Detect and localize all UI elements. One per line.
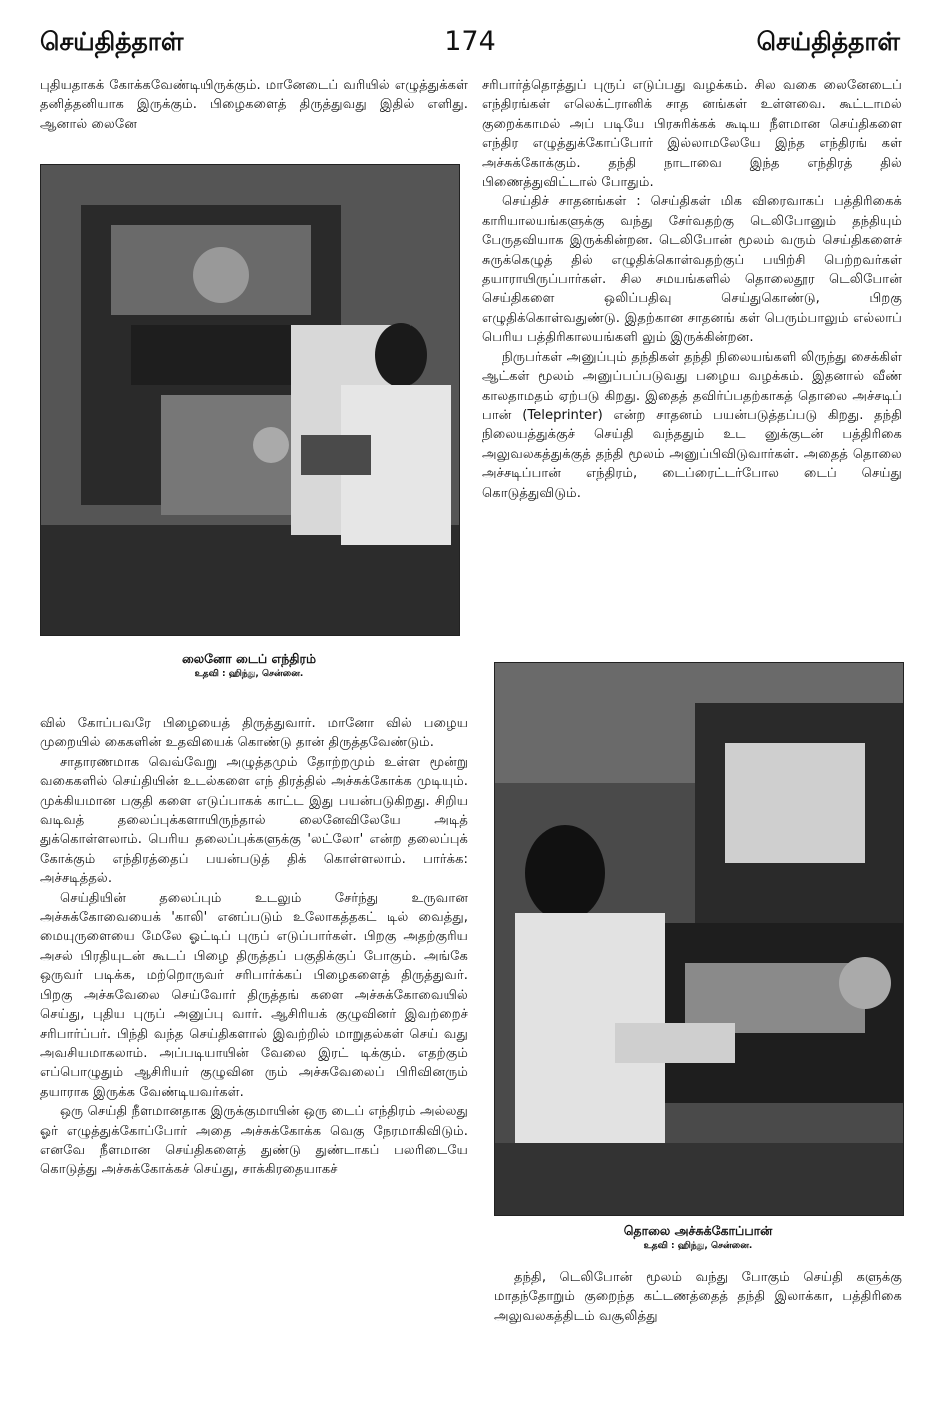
- paragraph: நிருபர்கள் அனுப்பும் தந்திகள் தந்தி நிலையங்களி லிருந்து சைக்கிள் ஆட்கள் மூலம் அனுப்பப்படுவது பழைய வழக்கம். இதனால் வீண் காலதாமதம் ஏற்படு கிறது. இதைத் தவிர்ப்பதற்காகத் தொலை அச்சடிப் பான் (Teleprinter) என்ற சாதனம் பயன்படுத்தப்படு கிறது. தந்தி நிலையத்துக்குச் செய்தி வந்ததும் உட னுக்குடன் பத்திரிகை அலுவலகத்துக்குத் தந்தி மூலம் அனுப்பிவிடுவார்கள். அதைத் தொலை அச்சடிப்பான் எந்திரம், டைப்ரைட்டர்போல டைப் செய்து கொடுத்துவிடும்.: [482, 349, 902, 501]
- teleprinter-caption: [494, 1222, 902, 1253]
- running-head-right: செய்தித்தாள்: [756, 27, 900, 56]
- right-column-bottom-text: [494, 1268, 902, 1326]
- left-column-bottom-text: [40, 714, 468, 1180]
- paragraph: செய்தியின் தலைப்பும் உடலும் சேர்ந்து உருவான அச்சுக்கோவையைக் 'காலி' எனப்படும் உலோகத்தகட் டில் வைத்து, மையுருளையை மேலே ஓட்டிப் புருப் எடுப்பார்கள். பிறகு அதற்குரிய அசல் பிரதியுடன் கூடப் பிழை திருத்தப் பகுதிக்குப் போகும். அங்கே ஒருவர் படிக்க, மற்றொருவர் சரிபார்க்கப் பிழைகளைத் திருத்துவர். பிறகு அச்சுவேலை செய்வோர் திருத்தங் களை அச்சுக்கோவையில் செய்து, புதிய புருப் அனுப்பு வார். ஆசிரியக் குழுவினர் இவற்றைச் சரிபார்ப்பர். பிந்தி வந்த செய்திகளால் இவற்றில் மாறுதல்கள் செய் வது அவசியமாகலாம். அப்படியாயின் வேலை இரட் டிக்கும். எதற்கும் எப்பொழுதும் ஆசிரியர் குழுவின ரும் அச்சுவேலைப் பிரிவினரும் தயாராக இருக்க வேண்டியவர்கள்.: [40, 890, 468, 1100]
- right-column-top-text: [482, 76, 902, 503]
- teleprinter-photo: [494, 662, 904, 1216]
- linotype-caption: [40, 650, 458, 681]
- figure-caption: தொலை அச்சுக்கோப்பான்: [623, 1223, 773, 1238]
- linotype-machine-image: [41, 165, 459, 635]
- figure-credit: உதவி : ஹிந்து, சென்னை.: [643, 1241, 753, 1251]
- teleprinter-machine-image: [495, 663, 903, 1215]
- paragraph: ஒரு செய்தி நீளமானதாக இருக்குமாயின் ஒரு டைப் எந்திரம் அல்லது ஓர் எழுத்துக்கோப்போர் அதை அச்சுக்கோக்க வெகு நேரமாகிவிடும். எனவே நீளமான செய்திகளைத் துண்டு துண்டாகப் பலரிடையே கொடுத்து அச்சுக்கோக்கச் செய்து, சாக்கிரதையாகச்: [40, 1104, 468, 1178]
- paragraph: சரிபார்த்தொத்துப் புருப் எடுப்பது வழக்கம். சில வகை லைனேடைப் எந்திரங்கள் எலெக்ட்ரானிக் சாத னங்கள் உள்ளவை. கூட்டாமல் குறைக்காமல் அப் படியே பிரசுரிக்கக் கூடிய நீளமான செய்திகளை எந்திர எழுத்துக்கோப்போர் இல்லாமலேயே இந்த எந்திரங் கள் அச்சுக்கோக்கும். தந்தி நாடாவை இந்த எந்திரத் தில் பிணைத்துவிட்டால் போதும்.: [482, 78, 902, 191]
- figure-caption: லைனோ டைப் எந்திரம்: [181, 651, 317, 666]
- paragraph: புதியதாகக் கோக்கவேண்டியிருக்கும். மானேடைப் வரியில் எழுத்துக்கள் தனித்தனியாக இருக்கும். பிழைகளைத் திருத்துவது இதில் எளிது. ஆனால் லைனே: [40, 78, 468, 132]
- paragraph: வில் கோப்பவரே பிழையைத் திருத்துவார். மானோ வில் பழைய முறையில் கைகளின் உதவியைக் கொண்டு தான் திருத்தவேண்டும்.: [40, 716, 468, 751]
- linotype-photo: [40, 164, 460, 636]
- paragraph: தந்தி, டெலிபோன் மூலம் வந்து போகும் செய்தி களுக்கு மாதந்தோறும் குறைந்த கட்டணத்தைத் தந்தி இலாக்கா, பத்திரிகை அலுவலகத்திடம் வசூலித்து: [494, 1270, 902, 1324]
- paragraph: சாதாரணமாக வெவ்வேறு அழுத்தமும் தோற்றமும் உள்ள மூன்று வகைகளில் செய்தியின் உடல்களை எந் திரத்தில் அச்சுக்கோக்க முடியும். முக்கியமான பகுதி களை எடுப்பாகக் காட்ட இது பயன்படுகிறது. சிறிய வடிவத் தலைப்புக்களாயிருந்தால் லைனேவிலேயே அடித் துக்கொள்ளலாம். பெரிய தலைப்புக்களுக்கு 'லட்லோ' என்ற தலைப்புக் கோக்கும் எந்திரத்தைப் பயன்படுத் திக் கொள்ளலாம். பார்க்க: அச்சடித்தல்.: [40, 754, 468, 887]
- figure-credit: உதவி : ஹிந்து, சென்னை.: [194, 669, 304, 679]
- page-number: 174: [444, 26, 496, 57]
- left-column-top-text: [40, 76, 468, 134]
- paragraph: செய்திச் சாதனங்கள் : செய்திகள் மிக விரைவாகப் பத்திரிகைக் காரியாலயங்களுக்கு வந்து சேர்வதற்கு டெலிபோனும் தந்தியும் பேருதவியாக இருக்கின்றன. டெலிபோன் மூலம் வரும் செய்திகளைச் சுருக்கெழுத் தில் எழுதிக்கொள்வதற்குப் பயிற்சி பெற்றவர்கள் தயாராயிருப்பார்கள். சில சமயங்களில் தொலைதூர டெலிபோன் செய்திகளை ஒலிப்பதிவு செய்துகொண்டு, பிறகு எழுதிக்கொள்வதுண்டு. இதற்கான சாதனங் கள் பெரும்பாலும் எல்லாப் பெரிய பத்திரிகாலயங்களி லும் இருக்கின்றன.: [482, 194, 902, 346]
- running-head-left: செய்தித்தாள்: [40, 27, 184, 56]
